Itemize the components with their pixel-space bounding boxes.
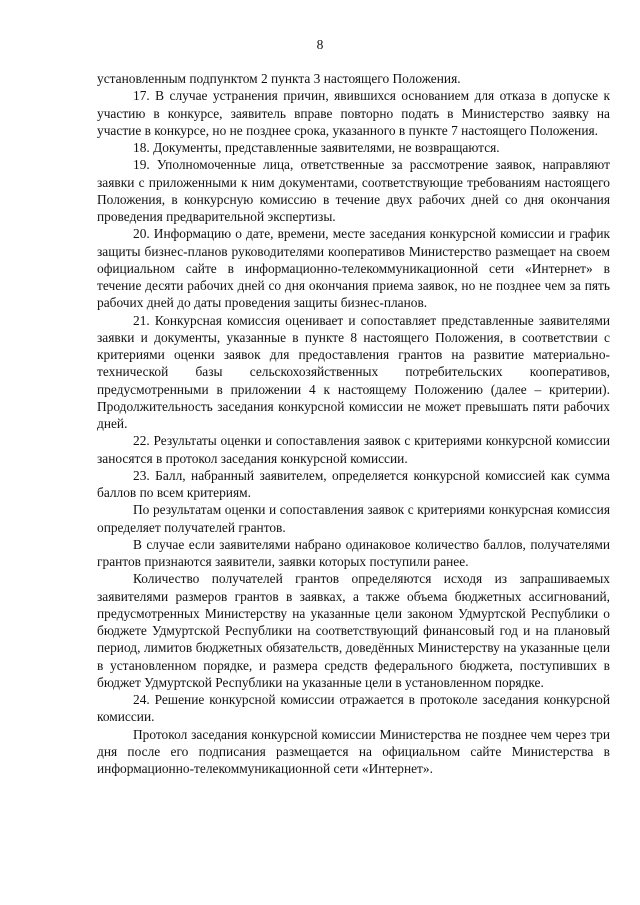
paragraph-item-20: 20. Информацию о дате, времени, месте заседания конкурсной комиссии и график защиты бизнес-планов руководителями кооперативов Министерство размещает на своем официальном сайте в информационно-телекоммуникационной сети «Интернет» в течение десяти рабочих дней со дня окончания приема заявок, но не позднее чем за пять рабочих дней до даты проведения защиты бизнес-планов.: [97, 226, 610, 311]
paragraph-item-18: 18. Документы, представленные заявителями, не возвращаются.: [133, 140, 500, 155]
paragraph-item-22: 22. Результаты оценки и сопоставления заявок с критериями конкурсной комиссии заносятся в протокол заседания конкурсной комиссии.: [97, 433, 610, 466]
paragraph-item-19: 19. Уполномоченные лица, ответственные за рассмотрение заявок, направляют заявки с приложенными к ним документами, соответствующие требованиям настоящего Положения, в конкурсную комиссию в течение двух рабочих дней со дня окончания проведения предварительной экспертизы.: [97, 157, 610, 224]
paragraph-protocol-publication: Протокол заседания конкурсной комиссии Министерства не позднее чем через три дня после его подписания размещается на официальном сайте Министерства в информационно-телекоммуникационной сети «Интернет».: [97, 726, 610, 776]
document-body: [97, 70, 610, 777]
paragraph-recipients-count: Количество получателей грантов определяются исходя из запрашиваемых заявителями размеров грантов в заявках, а также объема бюджетных ассигнований, предусмотренных Министерству на указанные цели законом Удмуртской Республики о бюджете Удмуртской Республики на соответствующий финансовый год и на плановый период, лимитов бюджетных обязательств, доведённых Министерству на указанные цели в установленном порядке, и размера средств федерального бюджета, поступивших в бюджет Удмуртской Республики на указанные цели в установленном порядке.: [97, 571, 610, 690]
paragraph-item-21: 21. Конкурсная комиссия оценивает и сопоставляет представленные заявителями заявки и документы, указанные в пункте 8 настоящего Положения, в соответствии с критериями оценки заявок для предоставления грантов на развитие материально-технической базы сельскохозяйственных потребительских кооперативов, предусмотренными в приложении 4 к настоящему Положению (далее – критерии). Продолжительность заседания конкурсной комиссии не может превышать пяти рабочих дней.: [97, 312, 610, 431]
paragraph-item-17: 17. В случае устранения причин, явившихся основанием для отказа в допуске к участию в конкурсе, заявитель вправе повторно подать в Министерство заявку на участие в конкурсе, но не позднее срока, указанного в пункте 7 настоящего Положения.: [97, 88, 610, 138]
paragraph-item-24: 24. Решение конкурсной комиссии отражается в протоколе заседания конкурсной комиссии.: [97, 692, 610, 725]
page-number: 8: [316, 37, 324, 52]
paragraph-item-23: 23. Балл, набранный заявителем, определяется конкурсной комиссией как сумма баллов по всем критериям.: [97, 467, 610, 500]
paragraph-continuation: установленным подпунктом 2 пункта 3 настоящего Положения.: [97, 71, 461, 86]
paragraph-equal-scores: В случае если заявителями набрано одинаковое количество баллов, получателями грантов признаются заявители, заявки которых поступили ранее.: [97, 536, 610, 569]
paragraph-grant-recipients: По результатам оценки и сопоставления заявок с критериями конкурсная комиссия определяет получателей грантов.: [97, 502, 610, 535]
